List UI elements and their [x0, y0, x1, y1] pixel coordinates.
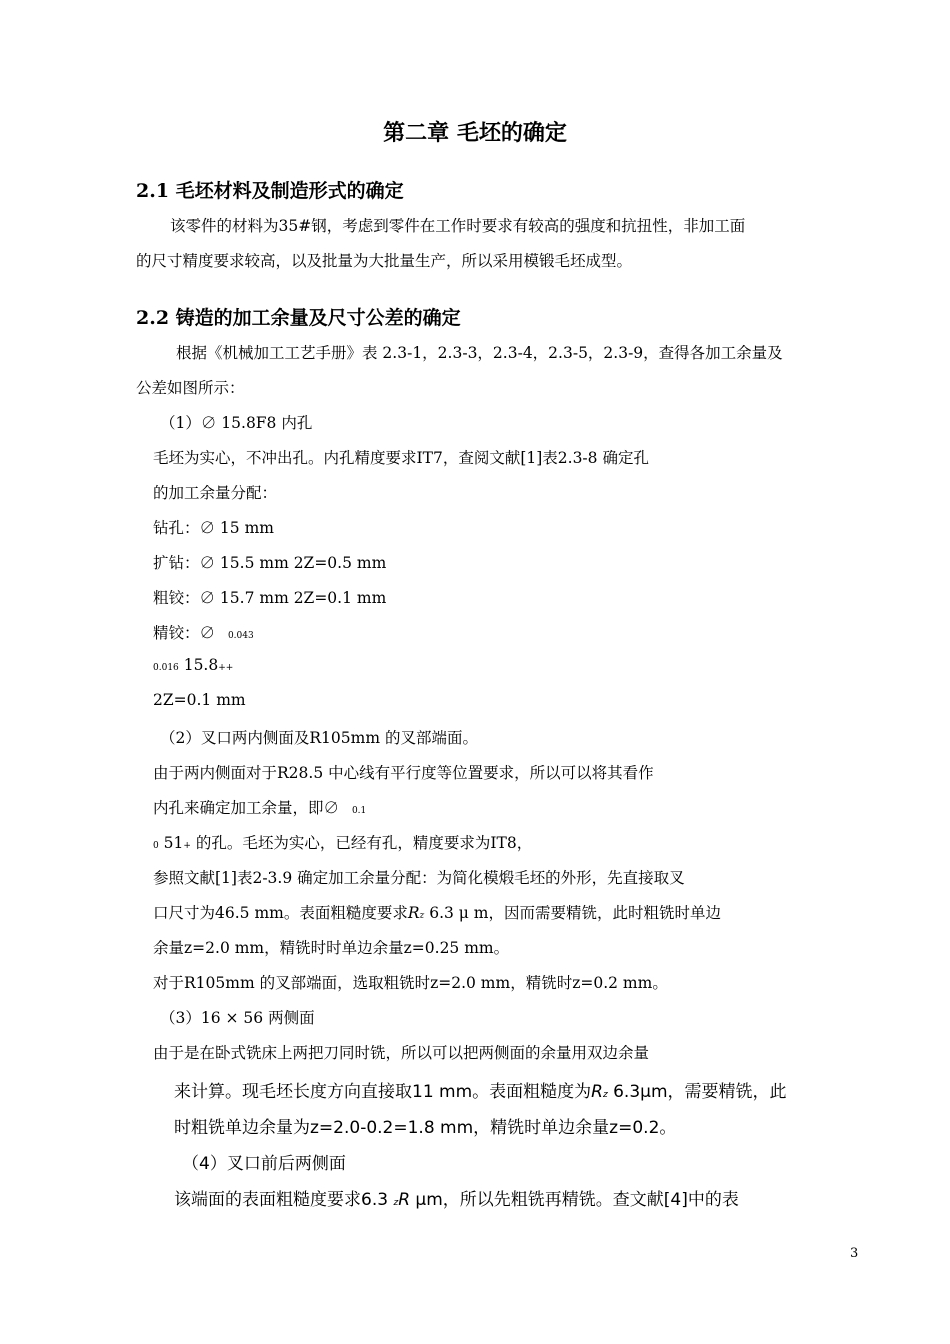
item2-line5	[153, 901, 721, 923]
section1-paragraph-line2: 的尺寸精度要求较高，以及批量为大批量生产，所以采用模锻毛坯成型。	[136, 252, 633, 270]
item4-line1-b: ，所以先粗铣再精铣。查文献[4]中的表	[442, 1190, 739, 1210]
roughness-symbol-z: z	[419, 911, 425, 921]
item1-line2: 的加工余量分配：	[153, 484, 278, 502]
item2-line6: 余量z=2.0 mm，精铣时时单边余量z=0.25 mm。	[153, 939, 510, 957]
item2-line2	[153, 796, 366, 818]
item2-line3-text: 的孔。毛坯为实心，已经有孔，精度要求为IT8，	[195, 834, 533, 852]
item3-roughness-z: z	[602, 1090, 608, 1100]
item4-roughness-r: R	[398, 1190, 410, 1210]
item2-line1: 由于两内侧面对于R28.5 中心线有平行度等位置要求，所以可以将其看作	[153, 764, 654, 782]
item4-roughness-z: z	[393, 1198, 399, 1208]
item1-fine-ream	[153, 621, 254, 643]
item2-line4: 参照文献[1]表2-3.9 确定加工余量分配：为简化模煅毛坯的外形，先直接取叉	[153, 869, 685, 887]
item2-upper-tolerance: 0.1	[351, 806, 367, 816]
fine-ream-label: 精铰：∅	[153, 624, 216, 642]
item2-line5-b: 6.3 μ m，因而需要精铣，此时粗铣时单边	[429, 904, 721, 922]
item4-line1	[174, 1185, 739, 1210]
item2-lower-tolerance: 0	[153, 841, 159, 851]
item4-line1-a: 该端面的表面粗糙度要求6.3	[174, 1190, 394, 1210]
item1-fine-ream-value	[153, 656, 233, 674]
section-heading-2-1: 2.1 毛坯材料及制造形式的确定	[136, 180, 404, 202]
item2-title: （2）叉口两内侧面及R105mm 的叉部端面。	[160, 729, 478, 747]
item2-line2-text: 内孔来确定加工余量，即∅	[153, 799, 340, 817]
item3-line1: 由于是在卧式铣床上两把刀同时铣，所以可以把两侧面的余量用双边余量	[153, 1044, 650, 1062]
item2-line3	[153, 831, 532, 853]
item2-line7: 对于R105mm 的叉部端面，选取粗铣时z=2.0 mm，精铣时z=0.2 mm。	[153, 974, 668, 992]
item3-line2-a: 来计算。现毛坯长度方向直接取11 mm。表面粗糙度为	[174, 1082, 592, 1102]
fine-ream-upper-tolerance: 0.043	[227, 631, 254, 641]
item2-diameter: 51	[163, 834, 184, 852]
item3-line2-b: ，需要精铣，此	[667, 1082, 787, 1102]
item1-expand-drill: 扩钻：∅ 15.5 mm 2Z=0.5 mm	[153, 554, 387, 572]
item4-title: （4）叉口前后两侧面	[182, 1154, 346, 1174]
item1-drill: 钻孔：∅ 15 mm	[153, 519, 274, 537]
item1-fine-2z: 2Z=0.1 mm	[153, 691, 246, 709]
item3-line3: 时粗铣单边余量为z=2.0-0.2=1.8 mm，精铣时单边余量z=0.2。	[174, 1118, 677, 1138]
roughness-symbol-r: R	[407, 904, 420, 922]
item4-roughness-unit: μm	[410, 1190, 443, 1210]
section2-paragraph-line1: 根据《机械加工工艺手册》表 2.3-1，2.3-3，2.3-4，2.3-5，2.3-9，查得各加工余量及	[176, 344, 783, 362]
fine-ream-signs: ++	[218, 663, 234, 673]
section-heading-2-2: 2.2 铸造的加工余量及尺寸公差的确定	[136, 307, 461, 329]
item2-line5-a: 口尺寸为46.5 mm。表面粗糙度要求	[153, 904, 408, 922]
section2-paragraph-line2: 公差如图所示：	[136, 379, 245, 397]
fine-ream-diameter: 15.8	[183, 656, 219, 674]
page-number: 3	[850, 1246, 859, 1261]
item1-rough-ream: 粗铰：∅ 15.7 mm 2Z=0.1 mm	[153, 589, 387, 607]
item3-roughness-value: 6.3μm	[607, 1082, 668, 1102]
item2-sign: +	[183, 841, 191, 851]
item3-title: （3）16 × 56 两侧面	[160, 1009, 315, 1027]
item3-line2	[174, 1077, 787, 1102]
item1-line1: 毛坯为实心，不冲出孔。内孔精度要求IT7，查阅文献[1]表2.3-8 确定孔	[153, 449, 649, 467]
item3-roughness-r: R	[591, 1082, 603, 1102]
item1-title: （1）∅ 15.8F8 内孔	[160, 414, 313, 432]
chapter-title: 第二章 毛坯的确定	[383, 121, 567, 146]
section1-paragraph-line1: 该零件的材料为35#钢，考虑到零件在工作时要求有较高的强度和抗扭性，非加工面	[170, 217, 746, 235]
fine-ream-lower-tolerance: 0.016	[153, 663, 179, 673]
